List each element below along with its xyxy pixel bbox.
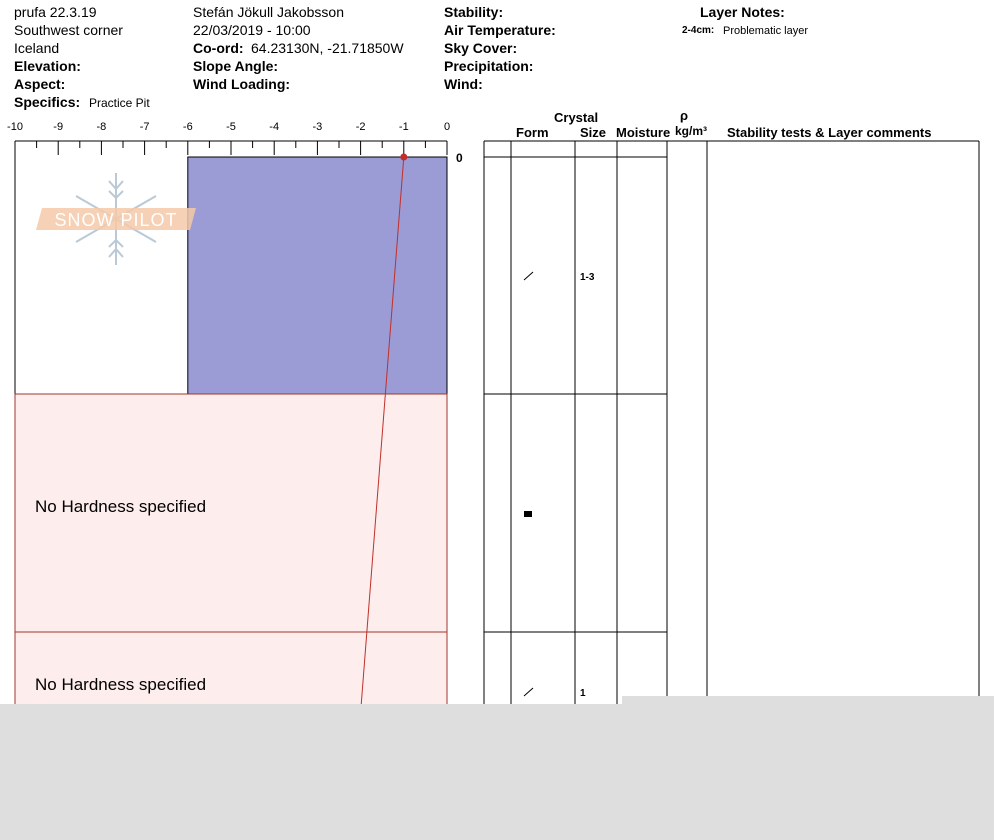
wind-label: Wind:	[444, 76, 483, 92]
rho-header: ρ	[680, 108, 689, 123]
temperature-point	[400, 154, 407, 161]
specifics-label: Specifics:	[14, 94, 81, 110]
coord-label: Co-ord:	[193, 40, 244, 56]
layer-note-depth: 2-4cm:	[682, 25, 715, 36]
snowpilot-logo-text: SNOW PILOT	[54, 210, 178, 230]
form-header: Form	[516, 125, 549, 140]
wind-loading-label: Wind Loading:	[193, 76, 291, 92]
crystal-form-symbol	[524, 272, 533, 280]
elevation-label: Elevation:	[14, 58, 81, 74]
crystal-form-symbol	[524, 688, 533, 696]
moisture-header: Moisture	[616, 125, 671, 140]
aspect-label: Aspect:	[14, 76, 66, 92]
axis-tick-label: -8	[96, 121, 107, 133]
grey-overlay	[0, 704, 994, 840]
axis-tick-label: -4	[269, 121, 280, 133]
crystal-form-symbol	[524, 511, 532, 517]
air-temperature-label: Air Temperature:	[444, 22, 556, 38]
axis-tick-label: 0	[443, 121, 451, 133]
pit-name: prufa 22.3.19	[14, 4, 97, 20]
layer-note-text: Problematic layer	[723, 25, 808, 37]
location: Southwest corner	[14, 22, 123, 38]
axis-tick-label: -1	[398, 121, 409, 133]
axis-tick-label: -6	[182, 121, 193, 133]
sky-cover-label: Sky Cover:	[444, 40, 518, 56]
no-hardness-label-1: No Hardness specified	[35, 497, 207, 516]
axis-tick-label: -3	[312, 121, 323, 133]
comments-header: Stability tests & Layer comments	[727, 125, 932, 140]
stability-label: Stability:	[444, 4, 504, 20]
density-unit-header: kg/m³	[675, 124, 708, 138]
axis-tick-label: -10	[7, 121, 23, 133]
axis-tick-label: -5	[226, 121, 236, 133]
crystal-size: 1	[580, 688, 586, 699]
country: Iceland	[14, 40, 60, 56]
hardness-bar	[188, 157, 447, 394]
layer-table	[484, 141, 979, 720]
axis-tick-label: -2	[355, 121, 366, 133]
axis-tick-label: -7	[139, 121, 150, 133]
crystal-header: Crystal	[554, 110, 599, 125]
depth-label-top: 0	[456, 151, 463, 165]
size-header: Size	[580, 125, 607, 140]
specifics-value: Practice Pit	[89, 96, 150, 110]
layer-notes-label: Layer Notes:	[700, 4, 785, 20]
datetime: 22/03/2019 - 10:00	[193, 22, 311, 38]
snowpilot-logo	[36, 173, 196, 265]
observer: Stefán Jökull Jakobsson	[193, 4, 344, 20]
slope-angle-label: Slope Angle:	[193, 58, 279, 74]
no-hardness-label-2: No Hardness specified	[35, 675, 207, 694]
coord-value: 64.23130N, -21.71850W	[251, 40, 404, 56]
precipitation-label: Precipitation:	[444, 58, 534, 74]
crystal-size: 1-3	[580, 272, 595, 283]
axis-tick-label: -9	[53, 121, 64, 133]
